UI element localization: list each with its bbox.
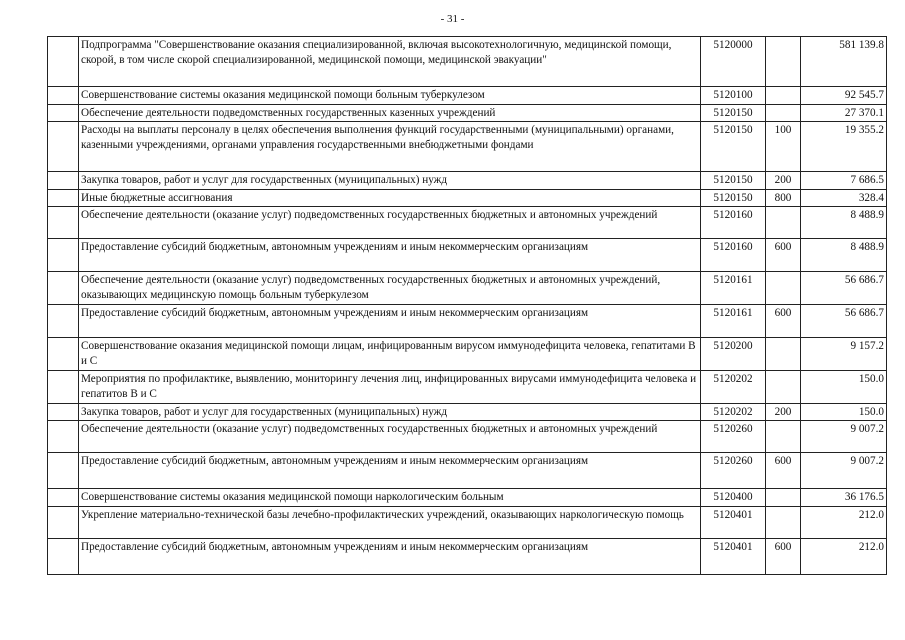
- row-marker-cell: [48, 453, 79, 489]
- target-code-cell: 5120202: [701, 403, 766, 421]
- table-row: [48, 489, 887, 507]
- item-name-cell: Обеспечение деятельности подведомственных государственных казенных учреждений: [79, 104, 701, 122]
- item-name-cell: Обеспечение деятельности (оказание услуг) подведомственных государственных бюджетных и автономных учреждений: [79, 207, 701, 239]
- amount-cell: 8 488.9: [801, 207, 887, 239]
- page-number: - 31 -: [440, 13, 465, 25]
- row-marker-cell: [48, 239, 79, 272]
- target-code-cell: 5120000: [701, 37, 766, 87]
- amount-cell: 9 007.2: [801, 453, 887, 489]
- table-row: [48, 104, 887, 122]
- target-code-cell: 5120260: [701, 453, 766, 489]
- target-code-cell: 5120150: [701, 122, 766, 172]
- row-marker-cell: [48, 489, 79, 507]
- table-row: [48, 207, 887, 239]
- expense-type-cell: 200: [766, 172, 801, 190]
- item-name-cell: Укрепление материально-технической базы лечебно-профилактических учреждений, оказывающих наркологическую помощь: [79, 506, 701, 538]
- amount-cell: 150.0: [801, 403, 887, 421]
- row-marker-cell: [48, 172, 79, 190]
- row-marker-cell: [48, 421, 79, 453]
- table-row: [48, 87, 887, 105]
- expense-type-cell: 800: [766, 189, 801, 207]
- expense-type-cell: [766, 207, 801, 239]
- item-name-cell: Совершенствование системы оказания медицинской помощи больным туберкулезом: [79, 87, 701, 105]
- item-name-cell: Предоставление субсидий бюджетным, автономным учреждениям и иным некоммерческим организациям: [79, 453, 701, 489]
- amount-cell: 212.0: [801, 538, 887, 574]
- expense-type-cell: 100: [766, 122, 801, 172]
- amount-cell: 7 686.5: [801, 172, 887, 190]
- amount-cell: 9 157.2: [801, 338, 887, 371]
- table-row: [48, 421, 887, 453]
- expense-type-cell: [766, 87, 801, 105]
- table-row: [48, 403, 887, 421]
- row-marker-cell: [48, 122, 79, 172]
- item-name-cell: Обеспечение деятельности (оказание услуг) подведомственных государственных бюджетных и автономных учреждений: [79, 421, 701, 453]
- row-marker-cell: [48, 506, 79, 538]
- amount-cell: 19 355.2: [801, 122, 887, 172]
- table-row: [48, 305, 887, 338]
- item-name-cell: Расходы на выплаты персоналу в целях обеспечения выполнения функций государственными (муниципальными) органами, казенными учреждениями, органами управления государственными внебюджетными фондами: [79, 122, 701, 172]
- target-code-cell: 5120202: [701, 371, 766, 403]
- item-name-cell: Совершенствование оказания медицинской помощи лицам, инфицированным вирусом иммунодефицита человека, гепатитами В и С: [79, 338, 701, 371]
- item-name-cell: Закупка товаров, работ и услуг для государственных (муниципальных) нужд: [79, 172, 701, 190]
- row-marker-cell: [48, 189, 79, 207]
- target-code-cell: 5120161: [701, 272, 766, 305]
- expense-type-cell: 600: [766, 538, 801, 574]
- row-marker-cell: [48, 371, 79, 403]
- table-row: [48, 338, 887, 371]
- row-marker-cell: [48, 37, 79, 87]
- expense-type-cell: [766, 421, 801, 453]
- row-marker-cell: [48, 104, 79, 122]
- expense-type-cell: [766, 371, 801, 403]
- amount-cell: 27 370.1: [801, 104, 887, 122]
- item-name-cell: Предоставление субсидий бюджетным, автономным учреждениям и иным некоммерческим организациям: [79, 305, 701, 338]
- expense-type-cell: 600: [766, 453, 801, 489]
- row-marker-cell: [48, 538, 79, 574]
- table-row: [48, 189, 887, 207]
- table-row: [48, 122, 887, 172]
- item-name-cell: Подпрограмма "Совершенствование оказания специализированной, включая высокотехнологичную, медицинской помощи, скорой, в том числе скорой специализированной, медицинской помощи, медицинской эвакуации": [79, 37, 701, 87]
- amount-cell: 9 007.2: [801, 421, 887, 453]
- table-row: [48, 453, 887, 489]
- target-code-cell: 5120160: [701, 239, 766, 272]
- target-code-cell: 5120100: [701, 87, 766, 105]
- row-marker-cell: [48, 403, 79, 421]
- expense-type-cell: 200: [766, 403, 801, 421]
- item-name-cell: Мероприятия по профилактике, выявлению, мониторингу лечения лиц, инфицированных вирусами иммунодефицита человека и гепатитов В и С: [79, 371, 701, 403]
- expense-type-cell: [766, 506, 801, 538]
- row-marker-cell: [48, 305, 79, 338]
- item-name-cell: Предоставление субсидий бюджетным, автономным учреждениям и иным некоммерческим организациям: [79, 538, 701, 574]
- amount-cell: 92 545.7: [801, 87, 887, 105]
- target-code-cell: 5120150: [701, 172, 766, 190]
- table-row: [48, 506, 887, 538]
- amount-cell: 8 488.9: [801, 239, 887, 272]
- expense-type-cell: [766, 489, 801, 507]
- table-row: [48, 37, 887, 87]
- expense-type-cell: [766, 104, 801, 122]
- item-name-cell: Иные бюджетные ассигнования: [79, 189, 701, 207]
- expense-type-cell: 600: [766, 305, 801, 338]
- target-code-cell: 5120401: [701, 538, 766, 574]
- item-name-cell: Закупка товаров, работ и услуг для государственных (муниципальных) нужд: [79, 403, 701, 421]
- row-marker-cell: [48, 207, 79, 239]
- target-code-cell: 5120401: [701, 506, 766, 538]
- budget-table: [47, 36, 887, 575]
- expense-type-cell: 600: [766, 239, 801, 272]
- amount-cell: 56 686.7: [801, 305, 887, 338]
- item-name-cell: Предоставление субсидий бюджетным, автономным учреждениям и иным некоммерческим организациям: [79, 239, 701, 272]
- target-code-cell: 5120150: [701, 189, 766, 207]
- item-name-cell: Обеспечение деятельности (оказание услуг) подведомственных государственных бюджетных и автономных учреждений, оказывающих медицинскую помощь больным туберкулезом: [79, 272, 701, 305]
- item-name-cell: Совершенствование системы оказания медицинской помощи наркологическим больным: [79, 489, 701, 507]
- table-row: [48, 538, 887, 574]
- target-code-cell: 5120160: [701, 207, 766, 239]
- table-row: [48, 172, 887, 190]
- expense-type-cell: [766, 272, 801, 305]
- amount-cell: 581 139.8: [801, 37, 887, 87]
- target-code-cell: 5120150: [701, 104, 766, 122]
- target-code-cell: 5120260: [701, 421, 766, 453]
- target-code-cell: 5120161: [701, 305, 766, 338]
- row-marker-cell: [48, 338, 79, 371]
- amount-cell: 36 176.5: [801, 489, 887, 507]
- target-code-cell: 5120200: [701, 338, 766, 371]
- row-marker-cell: [48, 272, 79, 305]
- table-row: [48, 371, 887, 403]
- amount-cell: 328.4: [801, 189, 887, 207]
- row-marker-cell: [48, 87, 79, 105]
- expense-type-cell: [766, 338, 801, 371]
- table-row: [48, 239, 887, 272]
- target-code-cell: 5120400: [701, 489, 766, 507]
- table-row: [48, 272, 887, 305]
- amount-cell: 56 686.7: [801, 272, 887, 305]
- amount-cell: 212.0: [801, 506, 887, 538]
- amount-cell: 150.0: [801, 371, 887, 403]
- expense-type-cell: [766, 37, 801, 87]
